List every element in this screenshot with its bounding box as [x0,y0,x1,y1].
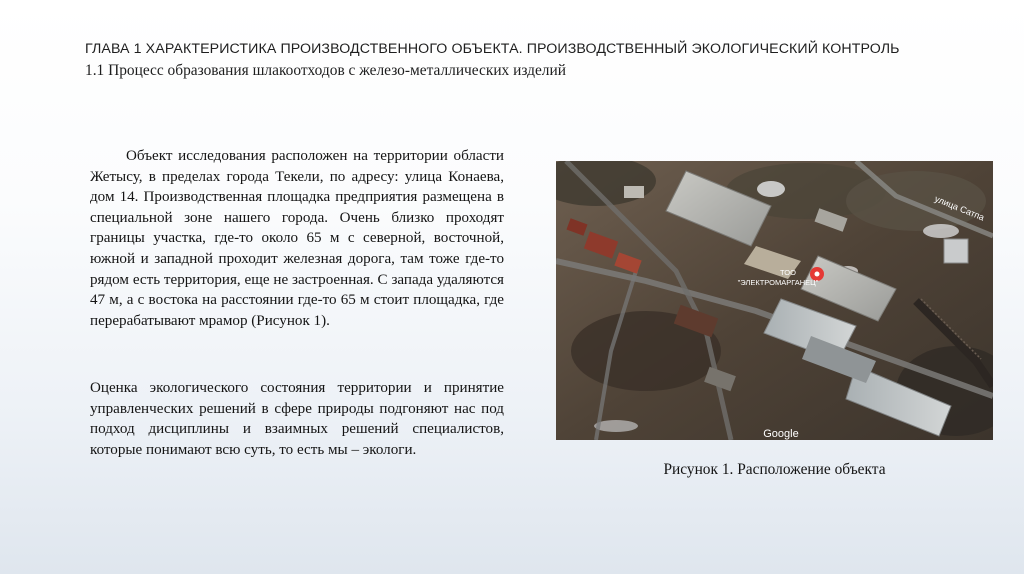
satellite-map-graphic [556,161,993,440]
slide-title: ГЛАВА 1 ХАРАКТЕРИСТИКА ПРОИЗВОДСТВЕННОГО ОБЪЕКТА. ПРОИЗВОДСТВЕННЫЙ ЭКОЛОГИЧЕСКИЙ КОНТРОЛЬ [85,41,900,57]
map-label-place-line1: ТОО [780,268,796,277]
map-label-place-line2: "ЭЛЕКТРОМАРГАНЕЦ" [737,278,819,287]
figure-caption: Рисунок 1. Расположение объекта [663,461,886,478]
map-label-street: улица Сатпа [933,193,986,223]
map-google-watermark: Google [763,428,799,440]
body-paragraph-1: Объект исследования расположен на территории области Жетысу, в пределах города Текели, по адресу: улица Конаева, дом 14. Производственная площадка предприятия размещена в специальной зоне нашего города. Очень близко проходят границы участка, где-то около 65 м с северной, восточной, южной и западной проходит железная дорога, там тоже где-то рядом есть территория, еще не застроенная. С запада удаляются 47 м, а с востока на расстоянии где-то 65 м стоит площадка, где перерабатывают мрамор (Рисунок 1). [90,148,504,329]
body-paragraph-2: Оценка экологического состояния территории и принятие управленческих решений в сфере природы подгоняют нас под подход дисциплины и взаимных решений специалистов, которые понимают всю суть, то есть мы – экологи. [90,380,504,458]
slide-subtitle: 1.1 Процесс образования шлакоотходов с железо-металлических изделий [85,62,566,79]
satellite-map-image [556,161,993,440]
